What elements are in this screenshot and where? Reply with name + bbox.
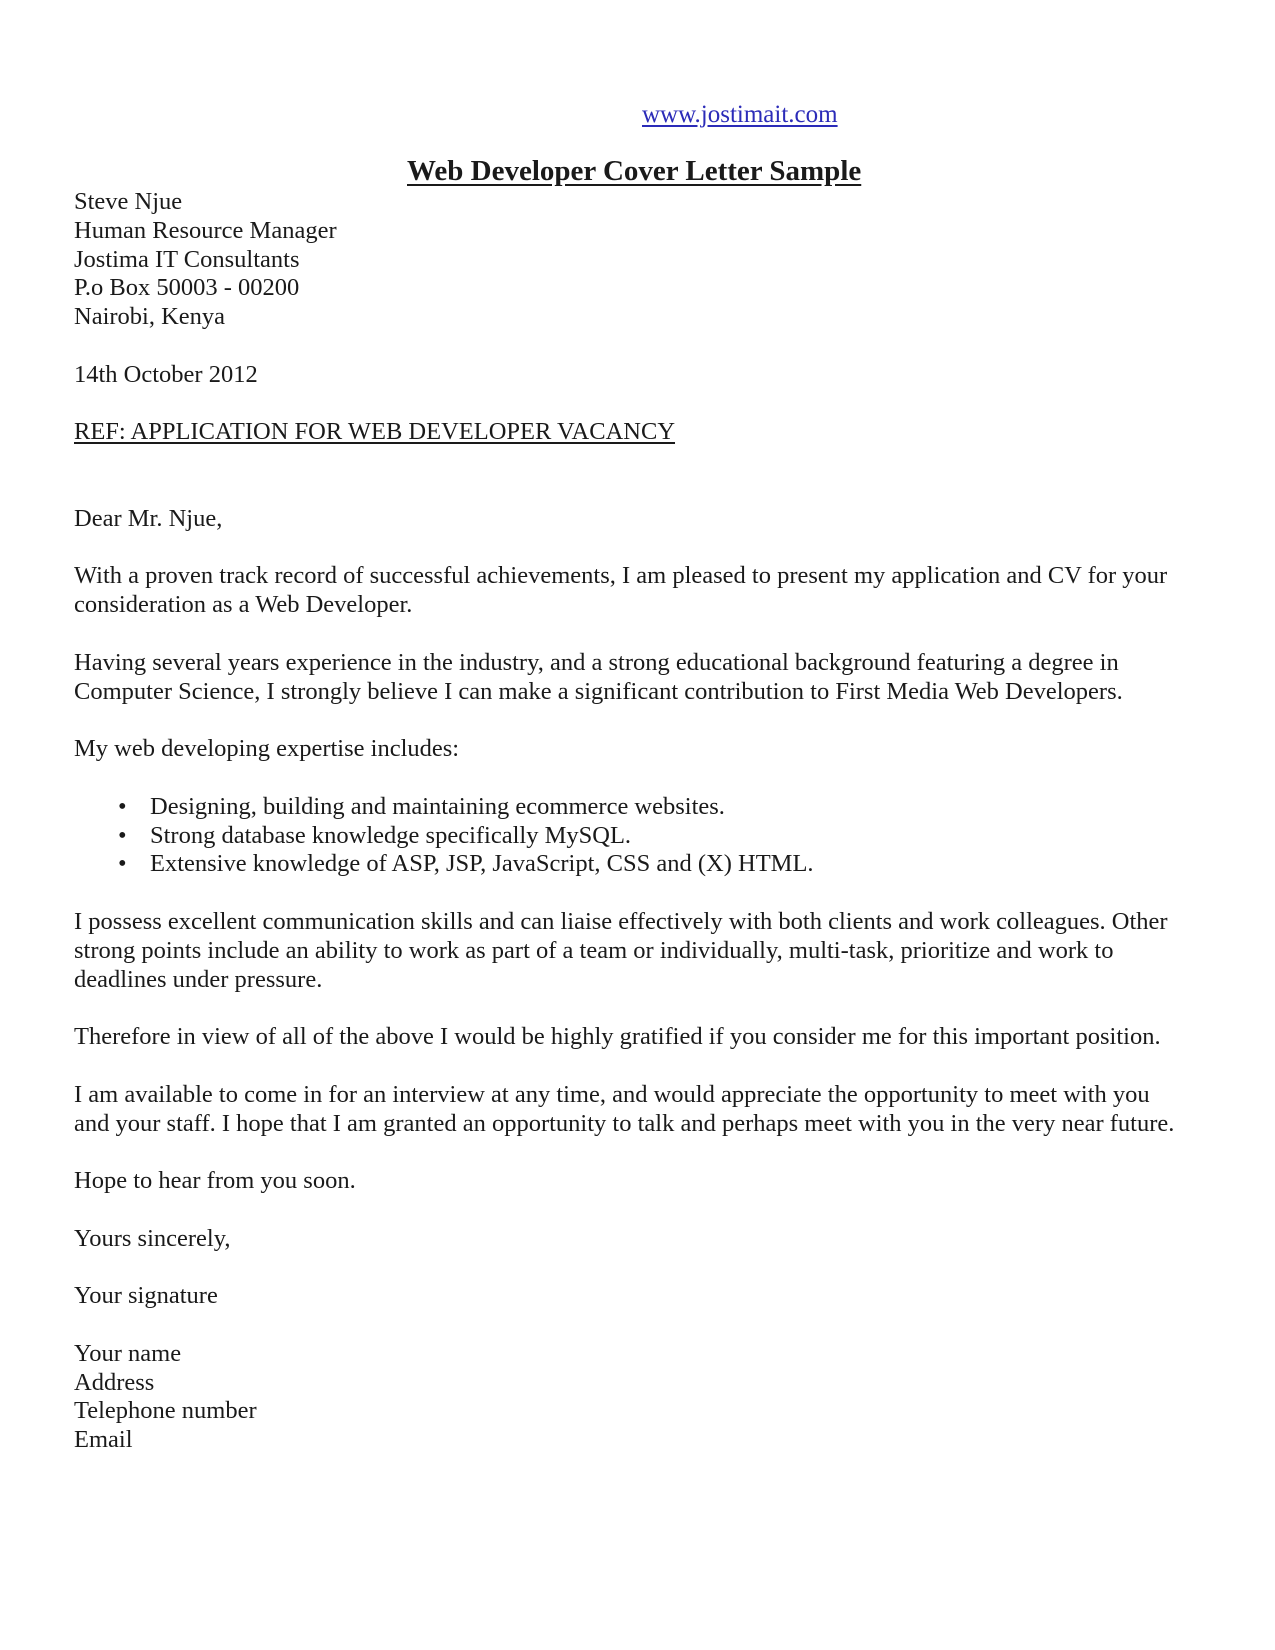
paragraph-line: With a proven track record of successful achievements, I am pleased to present my application and CV for your — [74, 562, 1168, 590]
sender-name: Your name — [74, 1339, 182, 1367]
spacer — [74, 476, 1214, 505]
website-link[interactable]: www.jostimait.com — [642, 101, 838, 128]
paragraph-line: I am available to come in for an interview at any time, and would appreciate the opportunity to meet with you — [74, 1080, 1150, 1108]
valediction-text: Yours sincerely, — [74, 1224, 231, 1252]
request-paragraph — [74, 1023, 1214, 1052]
recipient-city: Nairobi, Kenya — [74, 303, 226, 331]
intro-paragraph — [74, 562, 1214, 620]
signature-block — [74, 1282, 1214, 1311]
list-item — [74, 850, 1214, 879]
availability-paragraph — [74, 1081, 1214, 1139]
valediction — [74, 1225, 1214, 1254]
sender-email: Email — [74, 1426, 133, 1454]
letter-body — [74, 188, 1214, 1484]
bullet-icon: • — [118, 821, 127, 849]
bullet-icon: • — [118, 850, 127, 878]
list-item-text: Extensive knowledge of ASP, JSP, JavaScript, CSS and (X) HTML. — [150, 850, 814, 878]
paragraph-line: and your staff. I hope that I am granted an opportunity to talk and perhaps meet with you in the very near future. — [74, 1109, 1175, 1137]
paragraph-line: consideration as a Web Developer. — [74, 591, 413, 619]
date-text: 14th October 2012 — [74, 360, 258, 388]
recipient-position: Human Resource Manager — [74, 216, 337, 244]
closing-paragraph — [74, 1167, 1214, 1196]
letter-date — [74, 361, 1214, 390]
skills-paragraph — [74, 908, 1214, 994]
letter-title: Web Developer Cover Letter Sample — [407, 155, 862, 187]
reference-line — [74, 418, 1214, 447]
paragraph-line: I possess excellent communication skills and can liaise effectively with both clients and work colleagues. Other — [74, 907, 1168, 935]
reference-text: REF: APPLICATION FOR WEB DEVELOPER VACANCY — [74, 418, 676, 446]
bullet-icon: • — [118, 792, 127, 820]
expertise-intro-text: My web developing expertise includes: — [74, 735, 460, 763]
expertise-list — [74, 793, 1214, 879]
list-item-text: Designing, building and maintaining ecommerce websites. — [150, 792, 725, 820]
paragraph-line: Hope to hear from you soon. — [74, 1167, 356, 1195]
paragraph-line: Therefore in view of all of the above I would be highly gratified if you consider me for this important position. — [74, 1023, 1161, 1051]
recipient-po-box: P.o Box 50003 - 00200 — [74, 274, 300, 302]
salutation-text: Dear Mr. Njue, — [74, 504, 223, 532]
recipient-address — [74, 188, 1214, 332]
list-item-text: Strong database knowledge specifically MySQL. — [150, 821, 632, 849]
salutation — [74, 505, 1214, 534]
recipient-company: Jostima IT Consultants — [74, 245, 300, 273]
sender-address: Address — [74, 1368, 155, 1396]
list-item — [74, 793, 1214, 822]
list-item — [74, 822, 1214, 851]
sender-details — [74, 1340, 1214, 1455]
paragraph-line: Computer Science, I strongly believe I can make a significant contribution to First Media Web Developers. — [74, 677, 1123, 705]
sender-telephone: Telephone number — [74, 1397, 257, 1425]
signature-placeholder: Your signature — [74, 1282, 218, 1310]
paragraph-line: deadlines under pressure. — [74, 965, 323, 993]
paragraph-line: Having several years experience in the industry, and a strong educational background featuring a degree in — [74, 648, 1119, 676]
recipient-name: Steve Njue — [74, 188, 183, 215]
experience-paragraph — [74, 649, 1214, 707]
expertise-intro — [74, 735, 1214, 764]
paragraph-line: strong points include an ability to work as part of a team or individually, multi-task, prioritize and work to — [74, 936, 1114, 964]
